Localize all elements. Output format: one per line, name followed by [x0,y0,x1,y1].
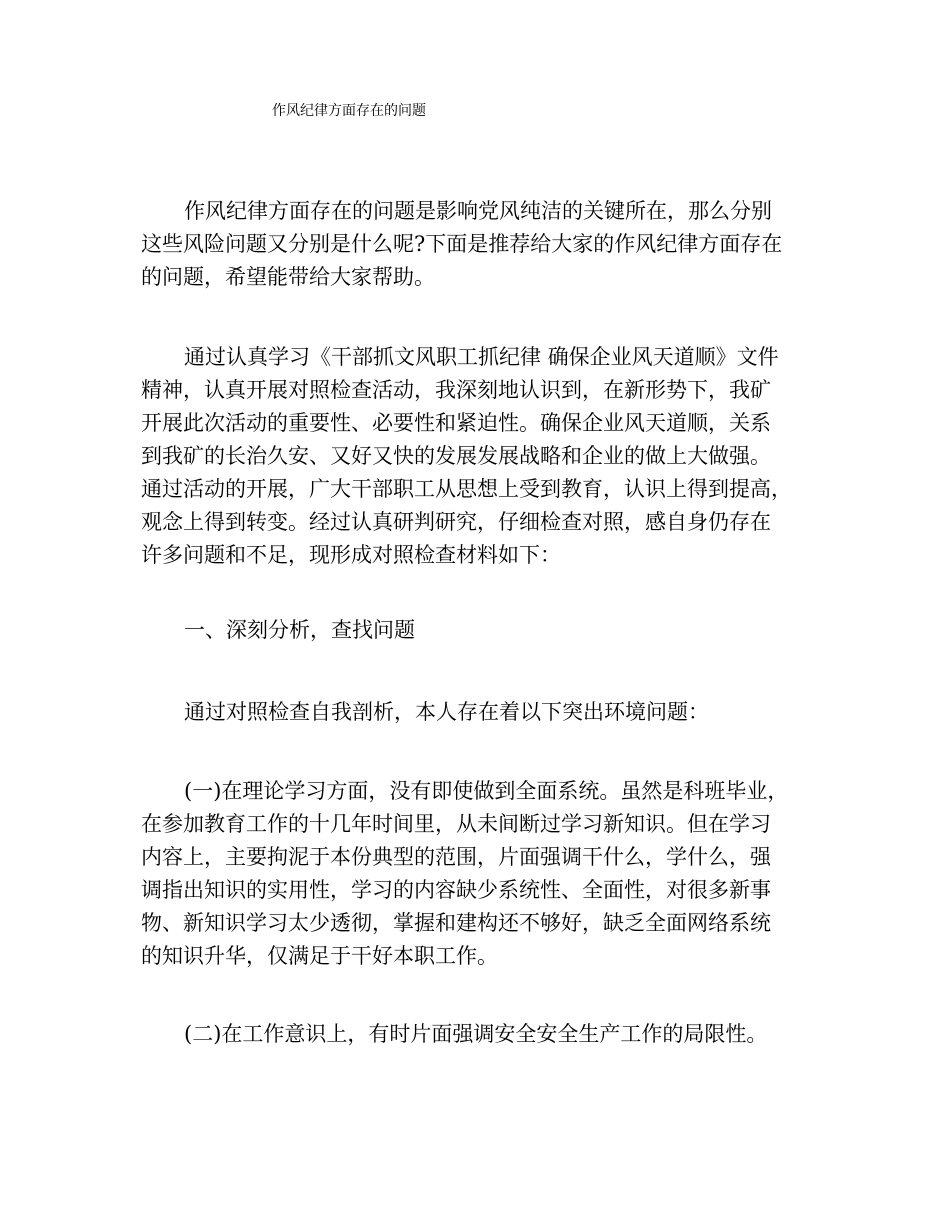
paragraph-line: 通过认真学习《干部抓文风职工抓纪律 确保企业风天道顺》文件 [184,345,779,369]
paragraph-line: 开展此次活动的重要性、必要性和紧迫性。确保企业风天道顺，关系 [141,411,771,435]
paragraph-self-analysis [141,696,811,729]
paragraph-line: 作风纪律方面存在的问题是影响党风纯洁的关键所在，那么分别 [184,199,772,223]
paragraph-item-2 [141,1018,811,1051]
paragraph-line: 通过对照检查自我剖析，本人存在着以下突出环境问题： [184,700,709,724]
paragraph-item-1 [141,775,811,973]
document-header-title: 作风纪律方面存在的问题 [272,103,426,119]
paragraph-line: 的问题，希望能带给大家帮助。 [141,265,435,289]
paragraph-intro [141,195,811,294]
paragraph-line: 在参加教育工作的十几年时间里，从未间断过学习新知识。但在学习 [141,812,771,836]
paragraph-line: (一)在理论学习方面，没有即使做到全面系统。虽然是科班毕业， [184,779,789,803]
paragraph-line: 通过活动的开展，广大干部职工从思想上受到教育，认识上得到提高， [141,477,792,501]
paragraph-line: 内容上，主要拘泥于本份典型的范围，片面强调干什么，学什么，强 [141,845,771,869]
paragraph-line: 的知识升华，仅满足于干好本职工作。 [141,944,498,968]
paragraph-line: 这些风险问题又分别是什么呢?下面是推荐给大家的作风纪律方面存在 [141,232,783,256]
paragraph-study [141,341,811,572]
section-heading-1 [141,614,811,647]
paragraph-line: 精神，认真开展对照检查活动，我深刻地认识到，在新形势下，我矿 [141,378,771,402]
section-heading-line: 一、深刻分析，查找问题 [184,618,415,642]
paragraph-line: 到我矿的长治久安、又好又快的发展发展战略和企业的做上大做强。 [141,444,771,468]
paragraph-line: (二)在工作意识上，有时片面强调安全安全生产工作的局限性。 [184,1022,768,1046]
paragraph-line: 观念上得到转变。经过认真研判研究，仔细检查对照，感自身仍存在 [141,510,771,534]
paragraph-line: 许多问题和不足，现形成对照检查材料如下： [141,543,561,567]
paragraph-line: 物、新知识学习太少透彻，掌握和建构还不够好，缺乏全面网络系统 [141,911,771,935]
paragraph-line: 调指出知识的实用性，学习的内容缺少系统性、全面性，对很多新事 [141,878,771,902]
